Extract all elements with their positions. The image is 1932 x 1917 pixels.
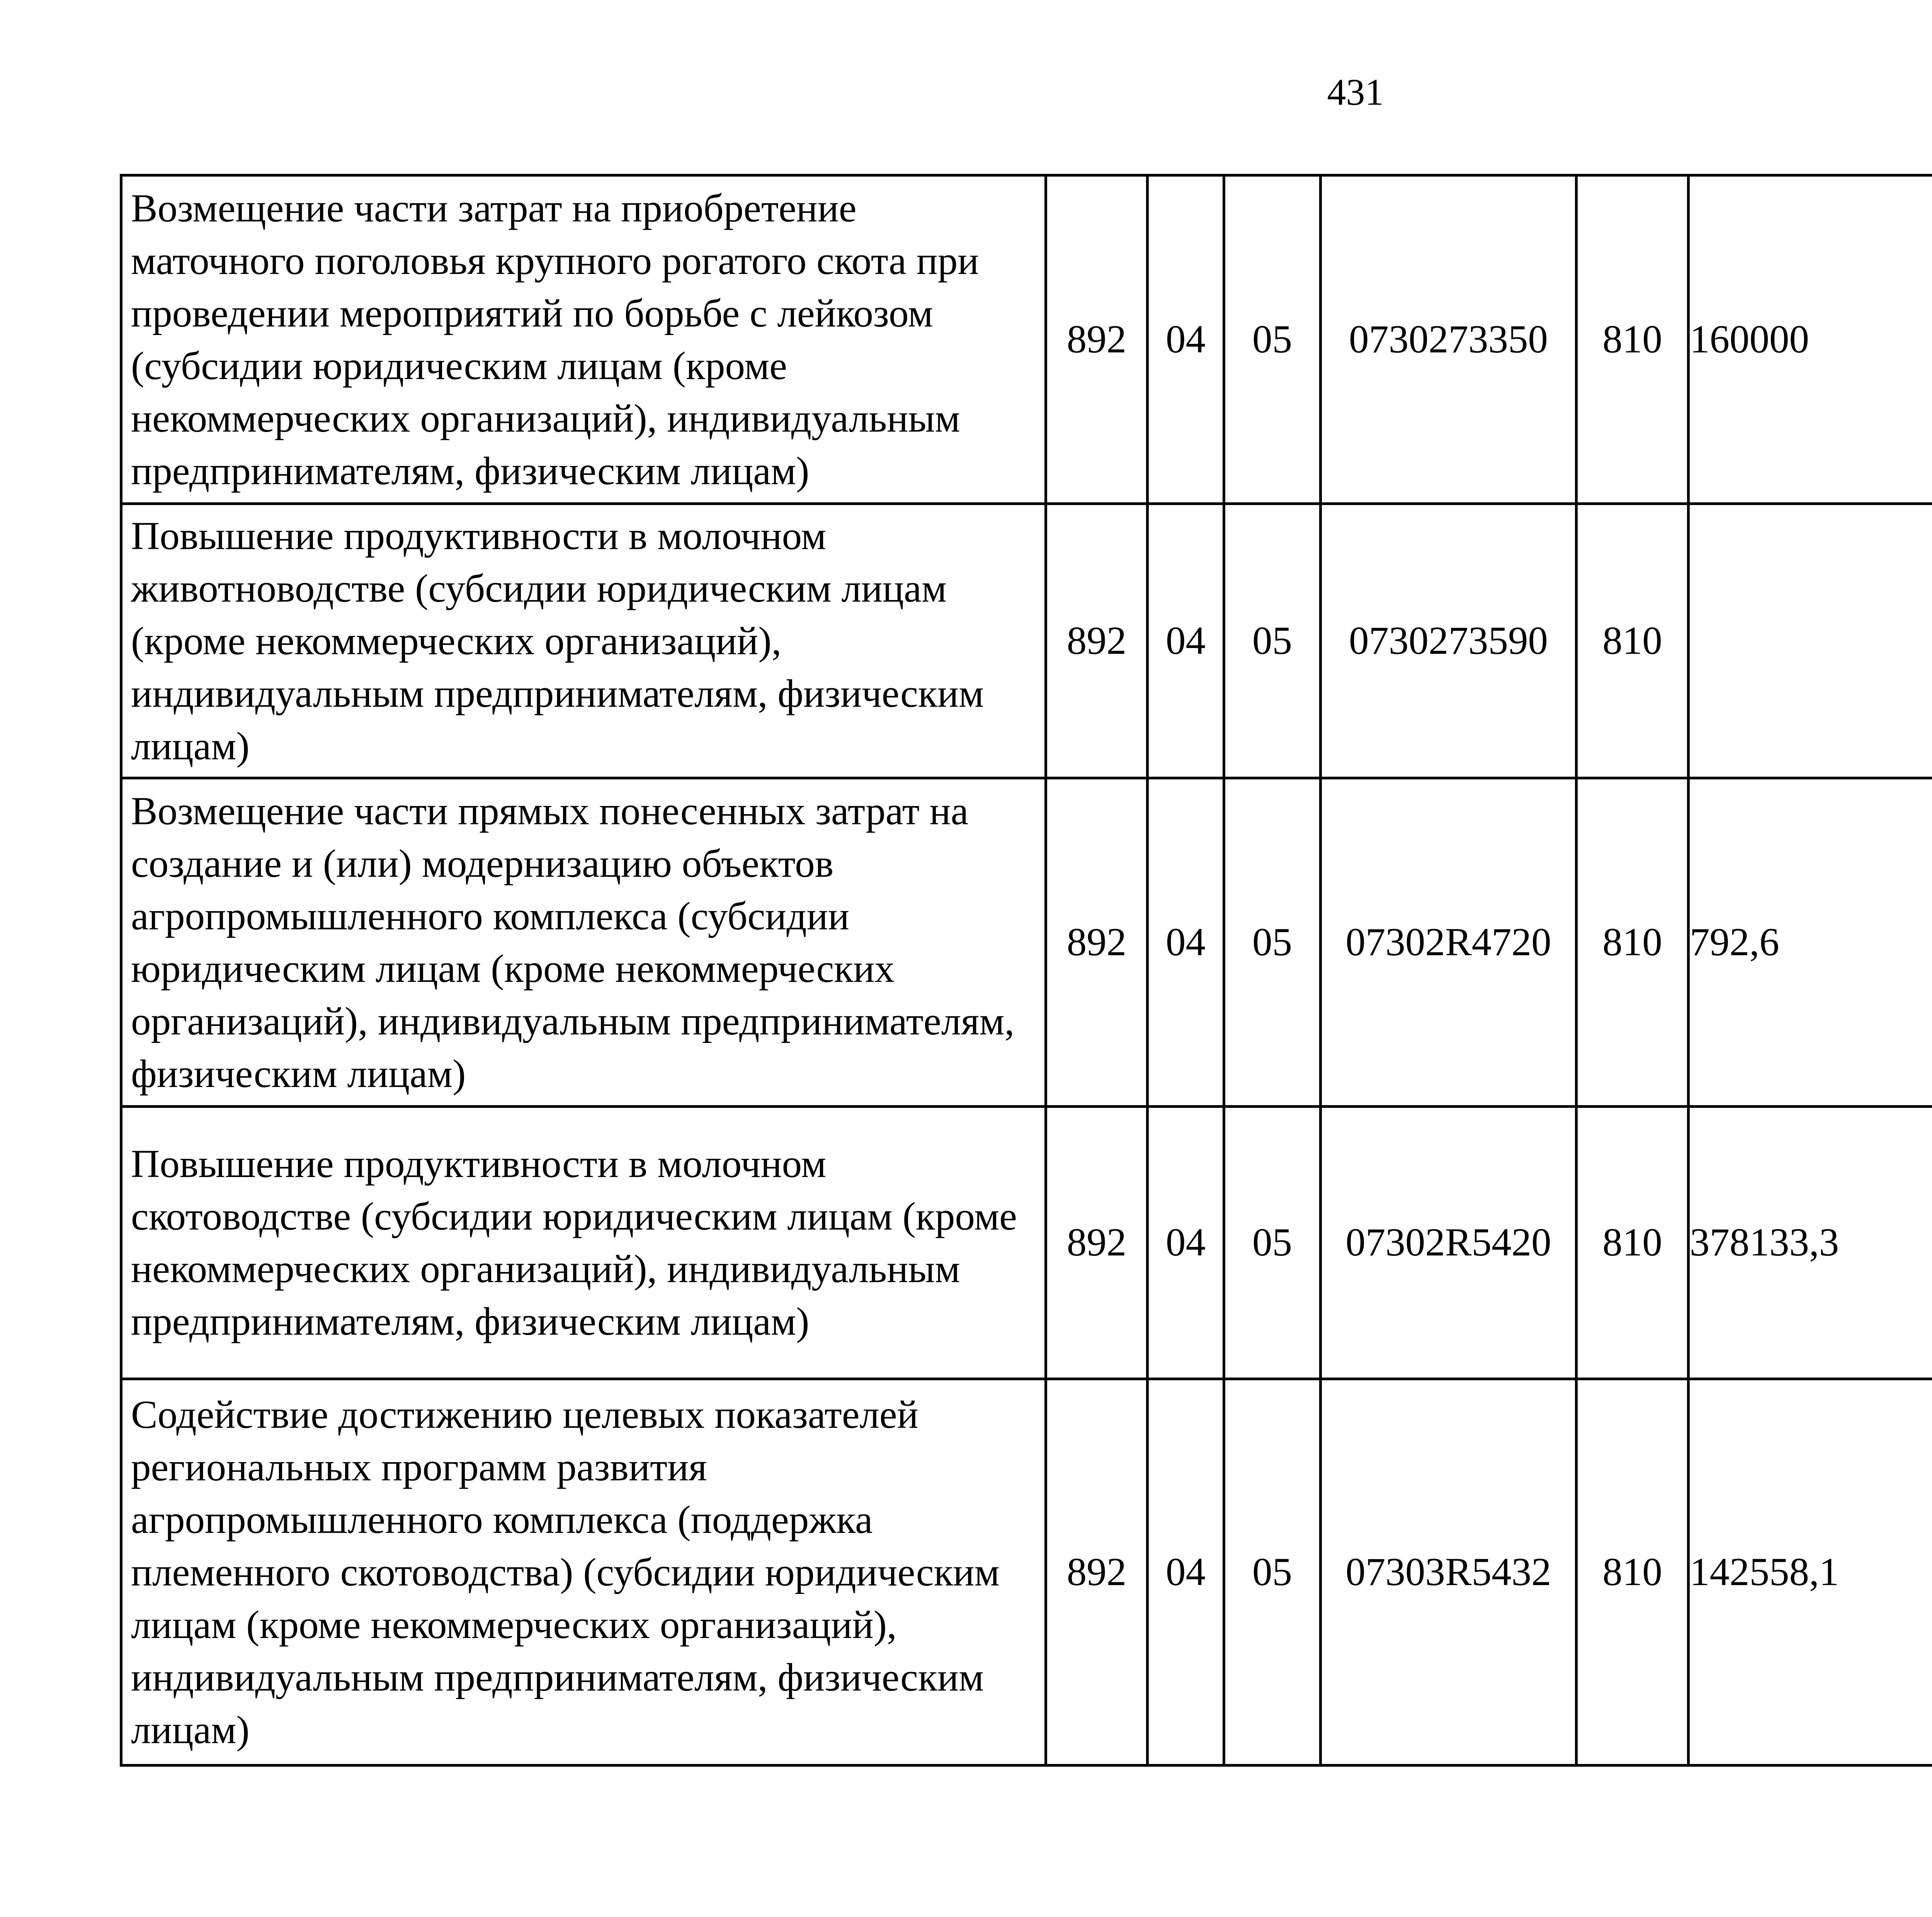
row-description: Возмещение части затрат на приобретение маточного поголовья крупного рогатого скота при проведении мероприятий по борьбе с лейкозом (субсидии юридическим лицам (кроме некоммерческих организаций), индивидуальным предпринимателям, физическим лицам) (121, 175, 1046, 504)
ministry-code: 892 (1046, 1107, 1148, 1379)
ministry-code: 892 (1046, 1379, 1148, 1766)
section-code: 04 (1148, 1379, 1224, 1766)
section-code: 04 (1148, 504, 1224, 778)
target-article-code: 07303R5432 (1321, 1379, 1577, 1766)
amount-1: 160000 (1689, 175, 1932, 504)
ministry-code: 892 (1046, 504, 1148, 778)
subsection-code: 05 (1224, 778, 1321, 1107)
amount-1: 378133,3 (1689, 1107, 1932, 1379)
subsection-code: 05 (1224, 1379, 1321, 1766)
row-description: Повышение продуктивности в молочном животноводстве (субсидии юридическим лицам (кроме некоммерческих организаций), индивидуальным предпринимателям, физическим лицам) (121, 504, 1046, 778)
expense-type-code: 810 (1577, 175, 1689, 504)
table-row (121, 504, 1932, 778)
section-code: 04 (1148, 175, 1224, 504)
target-article-code: 0730273590 (1321, 504, 1577, 778)
row-description: Повышение продуктивности в молочном скотоводстве (субсидии юридическим лицам (кроме некоммерческих организаций), индивидуальным предпринимателям, физическим лицам) (121, 1107, 1046, 1379)
subsection-code: 05 (1224, 175, 1321, 504)
table-row (121, 1379, 1932, 1766)
expense-type-code: 810 (1577, 1379, 1689, 1766)
expense-type-code: 810 (1577, 1107, 1689, 1379)
ministry-code: 892 (1046, 778, 1148, 1107)
ministry-code: 892 (1046, 175, 1148, 504)
amount-1: 142558,1 (1689, 1379, 1932, 1766)
table-row (121, 1107, 1932, 1379)
target-article-code: 07302R5420 (1321, 1107, 1577, 1379)
expense-type-code: 810 (1577, 504, 1689, 778)
row-description: Возмещение части прямых понесенных затрат на создание и (или) модернизацию объектов агропромышленного комплекса (субсидии юридическим лицам (кроме некоммерческих организаций), индивидуальным предпринимателям, физическим лицам) (121, 778, 1046, 1107)
page-number: 431 (1327, 71, 1384, 113)
budget-table (120, 174, 1932, 1767)
target-article-code: 0730273350 (1321, 175, 1577, 504)
target-article-code: 07302R4720 (1321, 778, 1577, 1107)
amount-1: 792,6 (1689, 778, 1932, 1107)
table-row (121, 778, 1932, 1107)
expense-type-code: 810 (1577, 778, 1689, 1107)
section-code: 04 (1148, 1107, 1224, 1379)
amount-1 (1689, 504, 1932, 778)
subsection-code: 05 (1224, 1107, 1321, 1379)
row-description: Содействие достижению целевых показателей региональных программ развития агропромышленного комплекса (поддержка племенного скотоводства) (субсидии юридическим лицам (кроме некоммерческих организаций), индивидуальным предпринимателям, физическим лицам) (121, 1379, 1046, 1766)
subsection-code: 05 (1224, 504, 1321, 778)
section-code: 04 (1148, 778, 1224, 1107)
table-row (121, 175, 1932, 504)
